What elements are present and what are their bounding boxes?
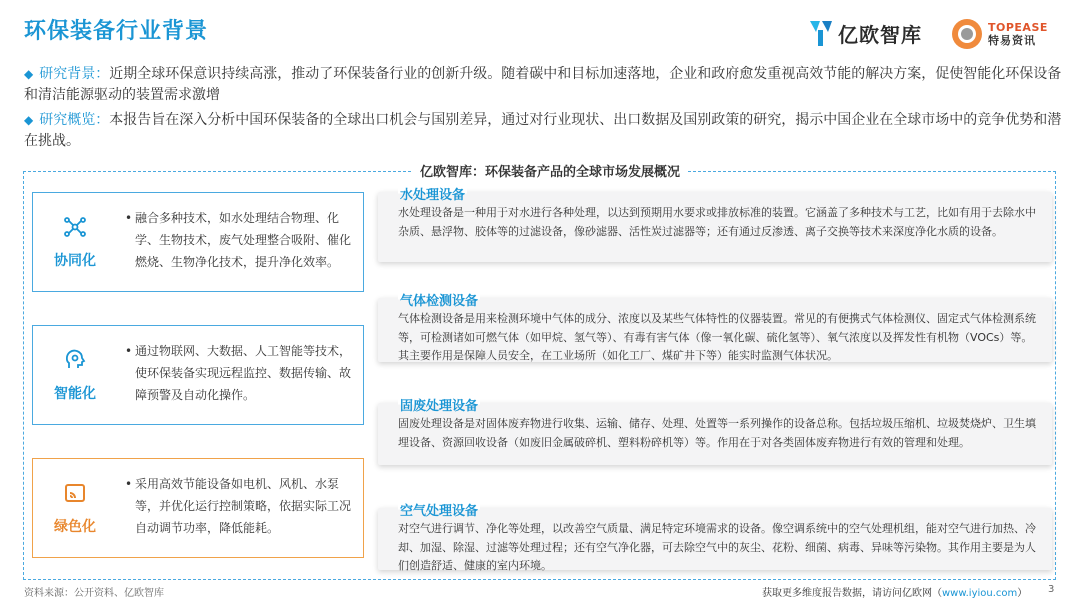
feature-intelligent <box>32 325 364 425</box>
intro-label: 研究概览： <box>39 112 110 128</box>
overview-title: 亿欧智库：环保装备产品的全球市场发展概况 <box>412 161 688 180</box>
product-card-solid-waste <box>378 399 1052 465</box>
topease-logo-cn: 特易资讯 <box>988 33 1036 47</box>
more-info-suffix: ） <box>1017 588 1028 599</box>
page-title: 环保装备行业背景 <box>24 19 209 44</box>
product-title: 水处理设备 <box>398 184 467 203</box>
intro-label: 研究背景： <box>39 66 110 82</box>
feature-name: 协同化 <box>54 253 96 269</box>
topease-logo <box>950 16 1048 52</box>
cast-signal-icon <box>62 480 88 506</box>
product-card-air <box>378 504 1052 572</box>
page-number: 3 <box>1048 584 1055 595</box>
research-background <box>24 64 1064 106</box>
research-overview <box>24 110 1064 152</box>
topease-logo-en: TOPEASE <box>988 20 1048 34</box>
product-card-gas <box>378 294 1052 362</box>
product-title: 固废处理设备 <box>398 395 480 414</box>
feature-collaborative <box>32 192 364 292</box>
product-title: 空气处理设备 <box>398 500 480 519</box>
feature-text: • 通过物联网、大数据、人工智能等技术，使环保装备实现远程监控、数据传输、故障预警及自动化操作。 <box>125 340 357 406</box>
network-nodes-icon <box>62 214 88 240</box>
product-title: 气体检测设备 <box>398 290 480 309</box>
diamond-bullet-icon: ◆ <box>24 67 34 81</box>
product-description: 水处理设备是一种用于对水进行各种处理，以达到预期用水要求或排放标准的装置。它涵盖了多种技术与工艺，比如有用于去除水中杂质、悬浮物、胶体等的过滤设备，像砂滤器、活性炭过滤器等；还有通过反渗透、离子交换等技术来深度净化水质的设备。 <box>398 206 1036 238</box>
source-note: 资料来源：公开资料、亿欧智库 <box>24 588 164 599</box>
intro-text: 本报告旨在深入分析中国环保装备的全球出口机会与国别差异，通过对行业现状、出口数据及国别政策的研究，揭示中国企业在全球市场中的竞争优势和潜在挑战。 <box>24 112 1062 149</box>
product-description: 对空气进行调节、净化等处理，以改善空气质量、满足特定环境需求的设备。像空调系统中的空气处理机组，能对空气进行加热、冷却、加湿、除湿、过滤等处理过程；还有空气净化器，可去除空气中的灰尘、花粉、细菌、病毒、异味等污染物。其作用主要是为人们创造舒适、健康的室内环境。 <box>398 522 1036 572</box>
intro-text: 近期全球环保意识持续高涨，推动了环保装备行业的创新升级。随着碳中和目标加速落地，企业和政府愈发重视高效节能的解决方案，促使智能化环保设备和清洁能源驱动的装置需求激增 <box>24 66 1062 103</box>
website-link[interactable]: www.iyiou.com <box>942 588 1018 599</box>
feature-name: 智能化 <box>54 386 96 402</box>
iyiou-mark-icon <box>808 18 834 48</box>
iyiou-logo <box>808 16 922 50</box>
product-description: 气体检测设备是用来检测环境中气体的成分、浓度以及某些气体特性的仪器装置。常见的有便携式气体检测仪、固定式气体检测系统等，可检测诸如可燃气体（如甲烷、氢气等）、有毒有害气体（像一氧化碳、硫化氢等）、氧气浓度以及挥发性有机物（VOCs）等。其主要作用是保障人员安全，在工业场所（如化工厂、煤矿井下等）能实时监测气体状况。 <box>398 312 1036 362</box>
product-description: 固废处理设备是对固体废弃物进行收集、运输、储存、处理、处置等一系列操作的设备总称。包括垃圾压缩机、垃圾焚烧炉、卫生填埋设备、资源回收设备（如废旧金属破碎机、塑料粉碎机等）等。作用在于对各类固体废弃物进行有效的管理和处理。 <box>398 417 1036 449</box>
brain-head-icon <box>62 347 88 373</box>
product-card-water <box>378 188 1052 262</box>
topease-ring-icon <box>950 17 984 51</box>
diamond-bullet-icon: ◆ <box>24 113 34 127</box>
feature-green <box>32 458 364 558</box>
feature-name: 绿色化 <box>54 519 96 535</box>
feature-text: • 融合多种技术，如水处理结合物理、化学、生物技术，废气处理整合吸附、催化燃烧、生物净化技术，提升净化效率。 <box>125 207 357 273</box>
feature-text: • 采用高效节能设备如电机、风机、水泵等，并优化运行控制策略，依据实际工况自动调节功率，降低能耗。 <box>125 473 357 539</box>
more-info-note <box>762 584 1027 599</box>
more-info-prefix: 获取更多维度报告数据，请访问亿欧网（ <box>762 588 942 599</box>
iyiou-logo-text: 亿欧智库 <box>838 22 922 47</box>
